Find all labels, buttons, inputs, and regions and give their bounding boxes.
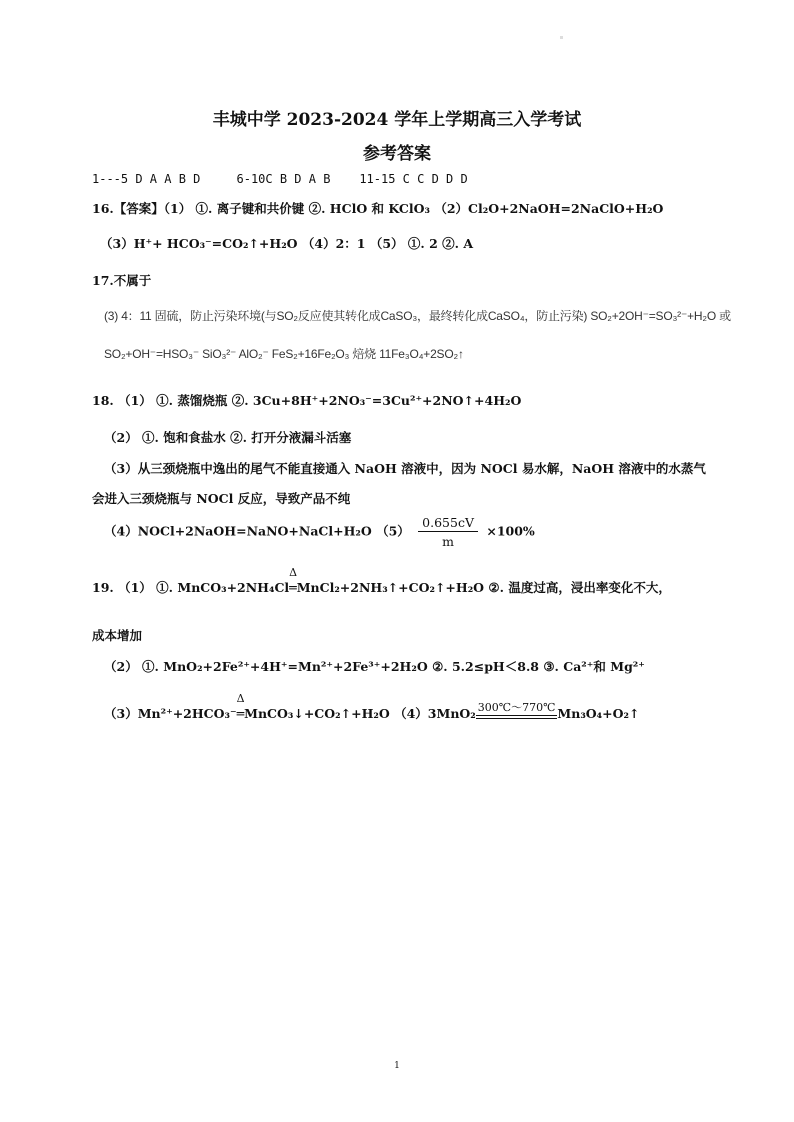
mc-6-10: 6-10C B D A B (236, 172, 331, 186)
q19-line1-b: MnCl₂+2NH₃↑+CO₂↑+H₂O ②. 温度过高，浸出率变化不大， (296, 580, 671, 595)
q19-line2: 成本增加 (92, 628, 143, 643)
q16-line1: 16.【答案】（1） ①. 离子键和共价键 ②. HClO 和 KClO₃ （2）Cl₂O+2NaOH=2NaClO+H₂O (92, 201, 664, 216)
q18-line4: 会进入三颈烧瓶与 NOCl 反应，导致产品不纯 (92, 491, 351, 506)
q19-line4-b: MnCO₃↓+CO₂↑+H₂O （4）3MnO₂ (244, 706, 476, 721)
q18-line2: （2） ①. 饱和食盐水 ②. 打开分液漏斗活塞 (104, 430, 352, 445)
mc-11-15: 11-15 C C D D D (359, 172, 468, 186)
q19-line1 (92, 566, 671, 596)
heat-condition: Δ ═ (289, 566, 298, 595)
page-number: 1 (394, 1061, 400, 1071)
q19-line4-c: Mn₃O₄+O₂↑ (557, 706, 640, 721)
q19-line4-a: （3）Mn²⁺+2HCO₃⁻ (104, 706, 237, 721)
heat-condition-2: Δ ═ (236, 692, 245, 721)
q17-line3: SO₂+OH⁻=HSO₃⁻ SiO₃²⁻ AlO₂⁻ FeS₂+16Fe₂O₃ 焙烧 11Fe₃O₄+2SO₂↑ (104, 347, 464, 361)
q17-line1: 17.不属于 (92, 273, 152, 288)
temperature-condition (476, 699, 558, 719)
page-title: 丰城中学 2023-2024 学年上学期高三入学考试 (212, 110, 582, 130)
mc-1-5: 1---5 D A A B D (92, 172, 201, 186)
temperature-range: 300℃～770℃ (477, 700, 556, 714)
delta-symbol: Δ (289, 566, 298, 579)
q18-line1: 18. （1） ①. 蒸馏烧瓶 ②. 3Cu+8H⁺+2NO₃⁻=3Cu²⁺+2NO↑+4H₂O (92, 393, 522, 408)
mc-answers (92, 172, 468, 186)
scan-speck (560, 36, 563, 39)
q18-line3: （3）从三颈烧瓶中逸出的尾气不能直接通入 NaOH 溶液中，因为 NOCl 易水解，NaOH 溶液中的水蒸气 (104, 461, 706, 476)
q16-line2: （3）H⁺+ HCO₃⁻=CO₂↑+H₂O （4）2：1 （5） ①. 2 ②. A (100, 236, 474, 251)
q19-line4 (104, 692, 640, 725)
q18-line5-a: （4）NOCl+2NaOH=NaNO+NaCl+H₂O （5） (104, 523, 410, 539)
delta-symbol-2: Δ (236, 692, 245, 705)
page-subtitle: 参考答案 (363, 144, 431, 164)
q18-line5 (104, 515, 535, 549)
fraction-denominator: m (442, 534, 455, 549)
yield-fraction (418, 515, 478, 549)
q17-line2: (3) 4：11 固硫，防止污染环境(与SO₂反应使其转化成CaSO₃，最终转化成CaSO₄，防止污染) SO₂+2OH⁻=SO₃²⁻+H₂O 或 (104, 309, 731, 323)
q18-line5-b: ×100% (486, 523, 535, 539)
fraction-numerator: 0.655cV (418, 515, 478, 532)
q19-line3: （2） ①. MnO₂+2Fe²⁺+4H⁺=Mn²⁺+2Fe³⁺+2H₂O ②. 5.2≤pH＜8.8 ③. Ca²⁺和 Mg²⁺ (104, 659, 645, 674)
q19-line1-a: 19. （1） ①. MnCO₃+2NH₄Cl (92, 580, 290, 595)
